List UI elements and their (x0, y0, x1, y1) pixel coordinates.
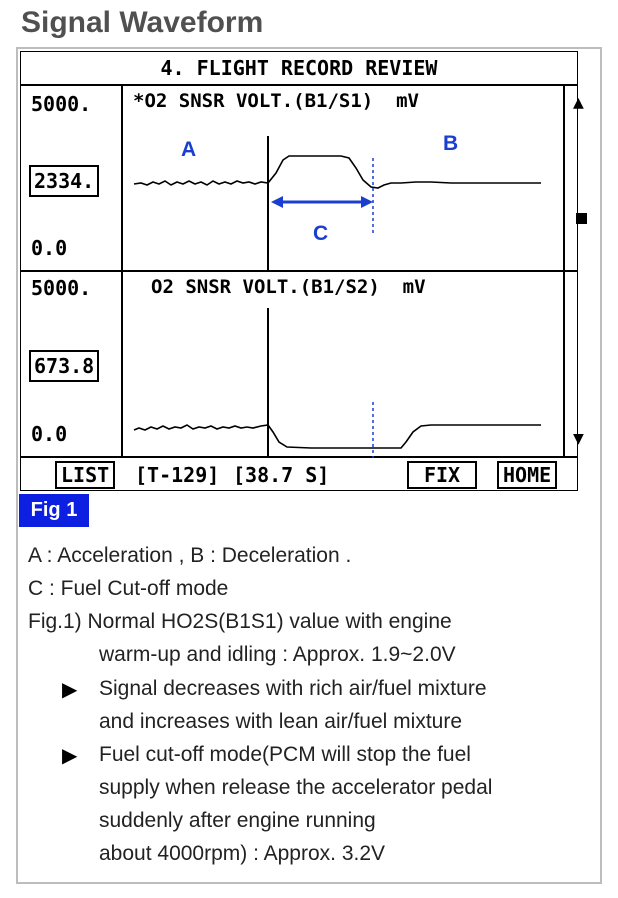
legend-line-ab: A : Acceleration , B : Deceleration . (28, 544, 352, 567)
panel-title: *O2 SNSR VOLT.(B1/S1) mV (133, 90, 419, 112)
waveform-trace (134, 425, 541, 448)
scale-min-label: 0.0 (31, 236, 68, 260)
note-line: Fig.1) Normal HO2S(B1S1) value with engine (28, 610, 452, 633)
home-button[interactable]: HOME (497, 461, 557, 489)
current-value-box[interactable]: 673.8 (29, 350, 99, 382)
note-line: suddenly after engine running (99, 809, 376, 832)
arrow-head-right (361, 196, 373, 208)
waveform-graph (21, 86, 577, 272)
figure-label: Fig 1 (19, 494, 89, 527)
fix-button[interactable]: FIX (407, 461, 477, 489)
record-time: [38.7 S] (233, 463, 330, 487)
waveform-panel-b1s1 (21, 86, 577, 272)
scale-max-label: 5000. (31, 92, 92, 116)
note-line: Signal decreases with rich air/fuel mixture (99, 677, 487, 700)
waveform-graph (21, 272, 577, 458)
scroll-up-icon[interactable]: ▲ (573, 92, 584, 113)
scroll-down-icon[interactable]: ▼ (573, 428, 584, 449)
note-line: about 4000rpm) : Approx. 3.2V (99, 842, 386, 865)
scanner-screen (20, 51, 584, 491)
list-button[interactable]: LIST (55, 461, 115, 489)
note-line: supply when release the accelerator pedal (99, 776, 493, 799)
waveform-panel-b1s2 (21, 272, 577, 458)
note-line: and increases with lean air/fuel mixture (99, 710, 463, 733)
legend-line-c: C : Fuel Cut-off mode (28, 577, 229, 600)
bullet-icon: ▶ (62, 679, 78, 701)
screen-header: 4. FLIGHT RECORD REVIEW (21, 52, 577, 86)
arrow-head-left (271, 196, 283, 208)
scroll-thumb[interactable] (576, 213, 587, 224)
label-c: C (313, 222, 329, 245)
note-line: Fuel cut-off mode(PCM will stop the fuel (99, 743, 471, 766)
scroll-column[interactable] (563, 86, 599, 458)
label-b: B (443, 132, 459, 155)
scale-max-label: 5000. (31, 276, 92, 300)
panel-title: O2 SNSR VOLT.(B1/S2) mV (151, 276, 426, 298)
page-title: Signal Waveform (21, 6, 264, 39)
screen-footer (21, 458, 577, 490)
bullet-icon: ▶ (62, 745, 78, 767)
current-value-box[interactable]: 2334. (29, 165, 99, 197)
note-line: warm-up and idling : Approx. 1.9~2.0V (99, 643, 456, 666)
label-a: A (181, 138, 197, 161)
scale-min-label: 0.0 (31, 422, 68, 446)
record-number: [T-129] (135, 463, 220, 487)
